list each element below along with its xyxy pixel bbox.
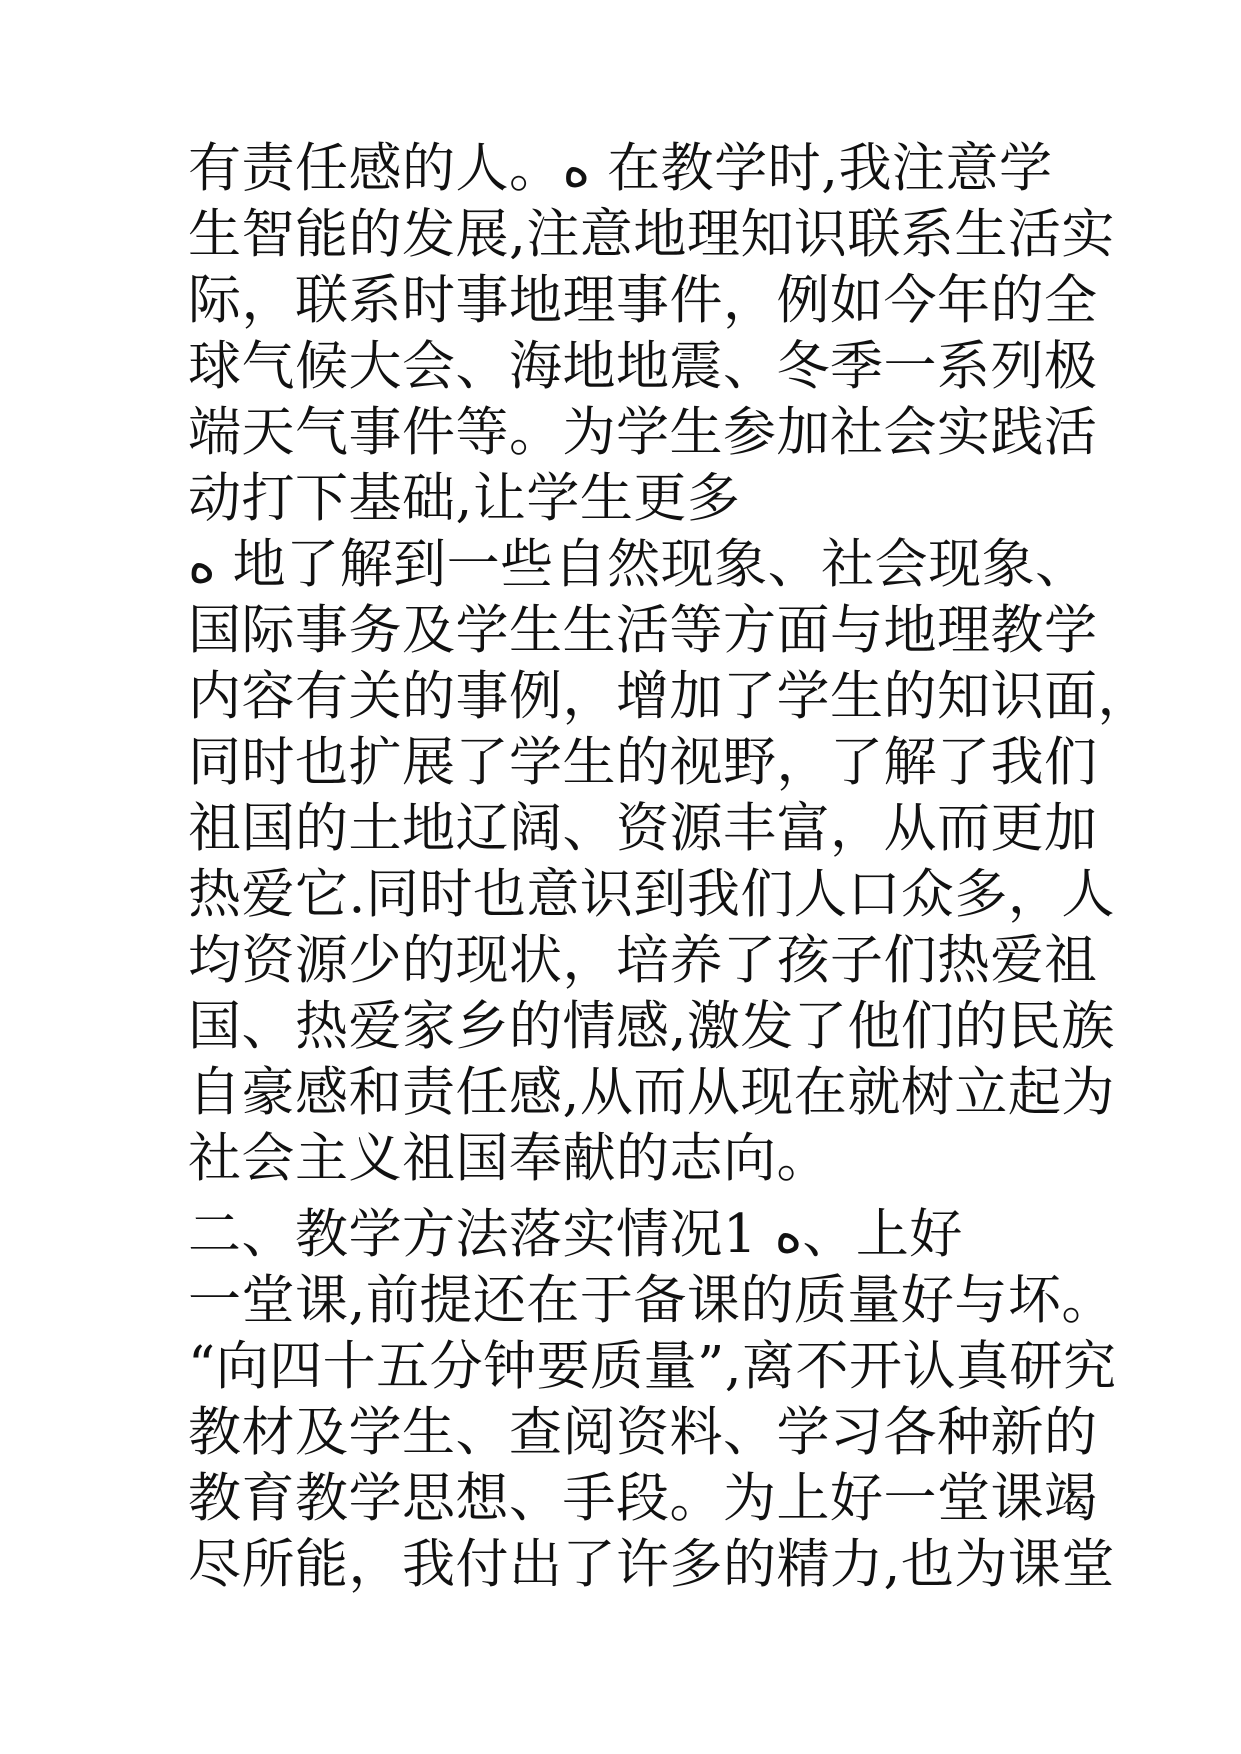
- text-line: 祖国的土地辽阔、资源丰富，从而更加: [188, 798, 1098, 859]
- text-line: 国际事务及学生生活等方面与地理教学: [188, 600, 1098, 661]
- text-line: 社会主义祖国奉献的志向。: [188, 1128, 830, 1189]
- text-line: 端天气事件等。为学生参加社会实践活: [188, 402, 1098, 463]
- section-heading-line: 二、教学方法落实情况1 ﻩ、上好: [188, 1204, 963, 1265]
- text-line: 均资源少的现状，培养了孩子们热爱祖: [188, 930, 1098, 991]
- text-line: 热爱它.同时也意识到我们人口众多，人: [188, 864, 1115, 925]
- text-line: 同时也扩展了学生的视野，了解了我们: [188, 732, 1098, 793]
- text-line: 自豪感和责任感,从而从现在就树立起为: [188, 1062, 1115, 1123]
- text-line: 际，联系时事地理事件，例如今年的全: [188, 270, 1098, 331]
- text-line: 一堂课,前提还在于备课的质量好与坏。: [188, 1270, 1115, 1331]
- text-line: “向四十五分钟要质量”,离不开认真研究: [188, 1336, 1117, 1397]
- text-line: 内容有关的事例，增加了学生的知识面，: [188, 666, 1151, 727]
- text-line: 球气候大会、海地地震、冬季一系列极: [188, 336, 1098, 397]
- text-line: 生智能的发展,注意地理知识联系生活实: [188, 204, 1115, 265]
- text-line: 有责任感的人。ﻩ 在教学时,我注意学: [188, 138, 1053, 199]
- text-line: 动打下基础,让学生更多: [188, 468, 741, 529]
- text-line: ﻩ 地了解到一些自然现象、社会现象、: [188, 534, 1089, 595]
- text-line: 教材及学生、查阅资料、学习各种新的: [188, 1402, 1098, 1463]
- text-line: 国、热爱家乡的情感,激发了他们的民族: [188, 996, 1115, 1057]
- text-line: 尽所能，我付出了许多的精力,也为课堂: [188, 1534, 1115, 1595]
- text-line: 教育教学思想、手段。为上好一堂课竭: [188, 1468, 1098, 1529]
